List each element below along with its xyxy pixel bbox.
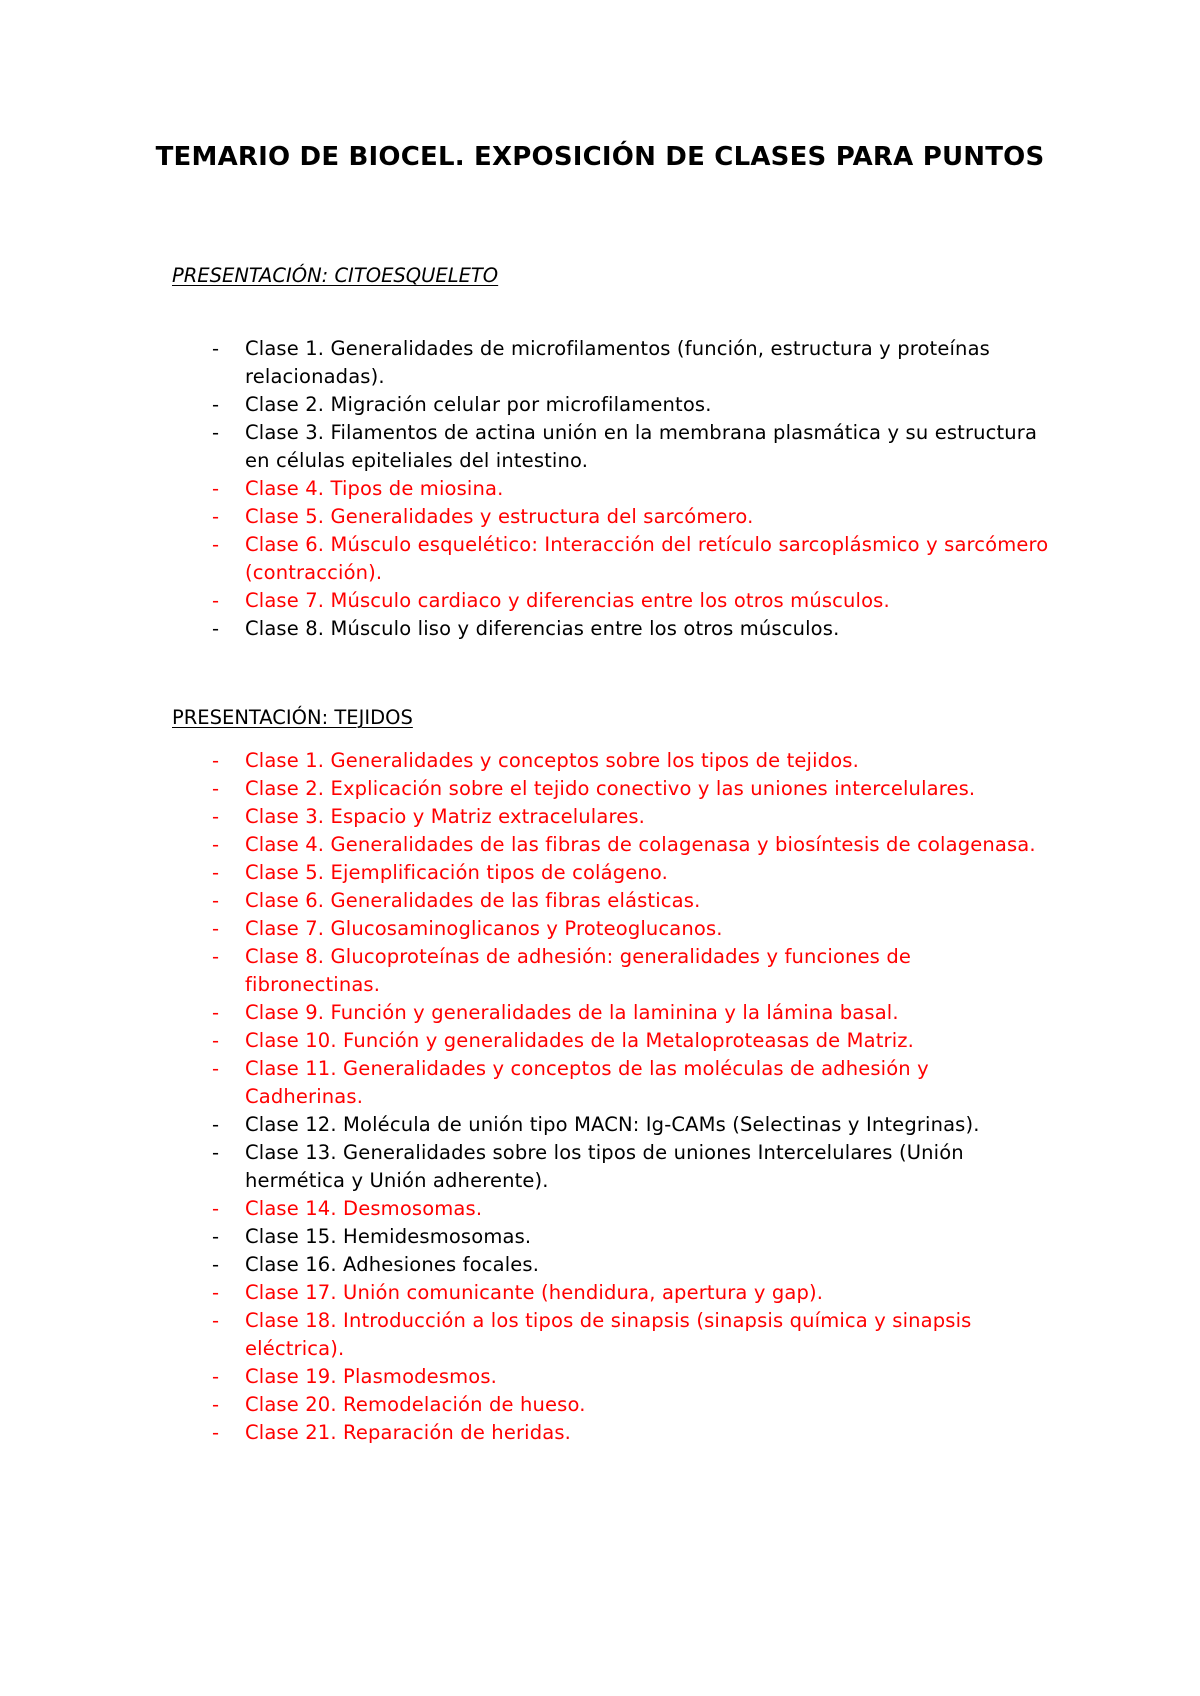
list-item-text: Clase 15. Hemidesmosomas. bbox=[245, 1225, 532, 1248]
list-dash: - bbox=[212, 861, 220, 884]
list-item bbox=[172, 1251, 1052, 1279]
list-dash: - bbox=[212, 617, 220, 640]
list-dash: - bbox=[212, 1365, 220, 1388]
list-item-text: Clase 20. Remodelación de hueso. bbox=[245, 1393, 586, 1416]
list-item-text: Clase 2. Migración celular por microfilamentos. bbox=[245, 393, 712, 416]
list-dash: - bbox=[212, 777, 220, 800]
list-item-text: Clase 18. Introducción a los tipos de sinapsis (sinapsis química y sinapsis eléctrica). bbox=[245, 1309, 972, 1360]
list-item bbox=[172, 803, 1052, 831]
list-item-text: Clase 4. Generalidades de las fibras de colagenasa y biosíntesis de colagenasa. bbox=[245, 833, 1036, 856]
list-dash: - bbox=[212, 1393, 220, 1416]
list-item bbox=[172, 859, 1052, 887]
list-item bbox=[172, 503, 1052, 531]
list-item bbox=[172, 1419, 1052, 1447]
list-dash: - bbox=[212, 1113, 220, 1136]
list-item bbox=[172, 475, 1052, 503]
list-item-text: Clase 5. Ejemplificación tipos de colágeno. bbox=[245, 861, 668, 884]
list-item bbox=[172, 887, 1052, 915]
list-item-text: Clase 1. Generalidades y conceptos sobre los tipos de tejidos. bbox=[245, 749, 859, 772]
list-dash: - bbox=[212, 917, 220, 940]
list-dash: - bbox=[212, 749, 220, 772]
list-item bbox=[172, 1279, 1052, 1307]
list-item-text: Clase 7. Músculo cardiaco y diferencias entre los otros músculos. bbox=[245, 589, 890, 612]
list-dash: - bbox=[212, 1253, 220, 1276]
list-item-text: Clase 6. Generalidades de las fibras elásticas. bbox=[245, 889, 701, 912]
list-dash: - bbox=[212, 1057, 220, 1080]
list-item bbox=[172, 391, 1052, 419]
list-dash: - bbox=[212, 337, 220, 360]
list-item bbox=[172, 831, 1052, 859]
list-item bbox=[172, 1055, 1052, 1111]
list-item bbox=[172, 943, 1052, 999]
list-item-text: Clase 2. Explicación sobre el tejido conectivo y las uniones intercelulares. bbox=[245, 777, 976, 800]
list-item bbox=[172, 1111, 1052, 1139]
list-item bbox=[172, 1223, 1052, 1251]
list-item-text: Clase 5. Generalidades y estructura del sarcómero. bbox=[245, 505, 754, 528]
list-item bbox=[172, 1391, 1052, 1419]
list-item bbox=[172, 615, 1052, 643]
list-dash: - bbox=[212, 505, 220, 528]
list-item-text: Clase 12. Molécula de unión tipo MACN: Ig-CAMs (Selectinas y Integrinas). bbox=[245, 1113, 980, 1136]
class-list-tejidos bbox=[172, 747, 1052, 1447]
list-item-text: Clase 3. Filamentos de actina unión en la membrana plasmática y su estructura en células epiteliales del intestino. bbox=[245, 421, 1038, 472]
list-item bbox=[172, 1139, 1052, 1195]
list-item bbox=[172, 999, 1052, 1027]
list-item bbox=[172, 775, 1052, 803]
list-item bbox=[172, 587, 1052, 615]
list-dash: - bbox=[212, 805, 220, 828]
list-dash: - bbox=[212, 1309, 220, 1332]
list-dash: - bbox=[212, 1029, 220, 1052]
list-dash: - bbox=[212, 1141, 220, 1164]
list-item-text: Clase 4. Tipos de miosina. bbox=[245, 477, 504, 500]
list-item bbox=[172, 531, 1052, 587]
list-item-text: Clase 6. Músculo esquelético: Interacción del retículo sarcoplásmico y sarcómero (contracción). bbox=[245, 533, 1049, 584]
list-item bbox=[172, 747, 1052, 775]
class-list-citoesqueleto bbox=[172, 335, 1052, 643]
list-item-text: Clase 13. Generalidades sobre los tipos de uniones Intercelulares (Unión hermética y Unión adherente). bbox=[245, 1141, 964, 1192]
list-item-text: Clase 21. Reparación de heridas. bbox=[245, 1421, 571, 1444]
document-title: TEMARIO DE BIOCEL. EXPOSICIÓN DE CLASES PARA PUNTOS bbox=[155, 142, 1045, 172]
list-item bbox=[172, 419, 1052, 475]
section-heading-citoesqueleto: PRESENTACIÓN: CITOESQUELETO bbox=[172, 264, 499, 287]
list-item-text: Clase 8. Glucoproteínas de adhesión: generalidades y funciones de fibronectinas. bbox=[245, 945, 912, 996]
list-dash: - bbox=[212, 477, 220, 500]
list-item-text: Clase 17. Unión comunicante (hendidura, apertura y gap). bbox=[245, 1281, 824, 1304]
list-item bbox=[172, 1307, 1052, 1363]
list-dash: - bbox=[212, 1197, 220, 1220]
list-dash: - bbox=[212, 833, 220, 856]
list-dash: - bbox=[212, 1421, 220, 1444]
list-dash: - bbox=[212, 1001, 220, 1024]
list-item bbox=[172, 1027, 1052, 1055]
list-dash: - bbox=[212, 589, 220, 612]
list-dash: - bbox=[212, 1225, 220, 1248]
list-item-text: Clase 10. Función y generalidades de la Metaloproteasas de Matriz. bbox=[245, 1029, 914, 1052]
list-item-text: Clase 8. Músculo liso y diferencias entre los otros músculos. bbox=[245, 617, 840, 640]
list-item bbox=[172, 335, 1052, 391]
list-item-text: Clase 11. Generalidades y conceptos de las moléculas de adhesión y Cadherinas. bbox=[245, 1057, 929, 1108]
list-item-text: Clase 9. Función y generalidades de la laminina y la lámina basal. bbox=[245, 1001, 899, 1024]
list-item bbox=[172, 915, 1052, 943]
list-item-text: Clase 3. Espacio y Matriz extracelulares. bbox=[245, 805, 646, 828]
list-item-text: Clase 14. Desmosomas. bbox=[245, 1197, 483, 1220]
list-item-text: Clase 16. Adhesiones focales. bbox=[245, 1253, 540, 1276]
list-dash: - bbox=[212, 945, 220, 968]
list-dash: - bbox=[212, 889, 220, 912]
list-item-text: Clase 7. Glucosaminoglicanos y Proteoglucanos. bbox=[245, 917, 723, 940]
list-item-text: Clase 1. Generalidades de microfilamentos (función, estructura y proteínas relacionadas). bbox=[245, 337, 990, 388]
list-dash: - bbox=[212, 533, 220, 556]
list-dash: - bbox=[212, 393, 220, 416]
list-item bbox=[172, 1363, 1052, 1391]
section-heading-tejidos: PRESENTACIÓN: TEJIDOS bbox=[172, 706, 413, 729]
list-dash: - bbox=[212, 1281, 220, 1304]
list-item-text: Clase 19. Plasmodesmos. bbox=[245, 1365, 498, 1388]
list-item bbox=[172, 1195, 1052, 1223]
list-dash: - bbox=[212, 421, 220, 444]
